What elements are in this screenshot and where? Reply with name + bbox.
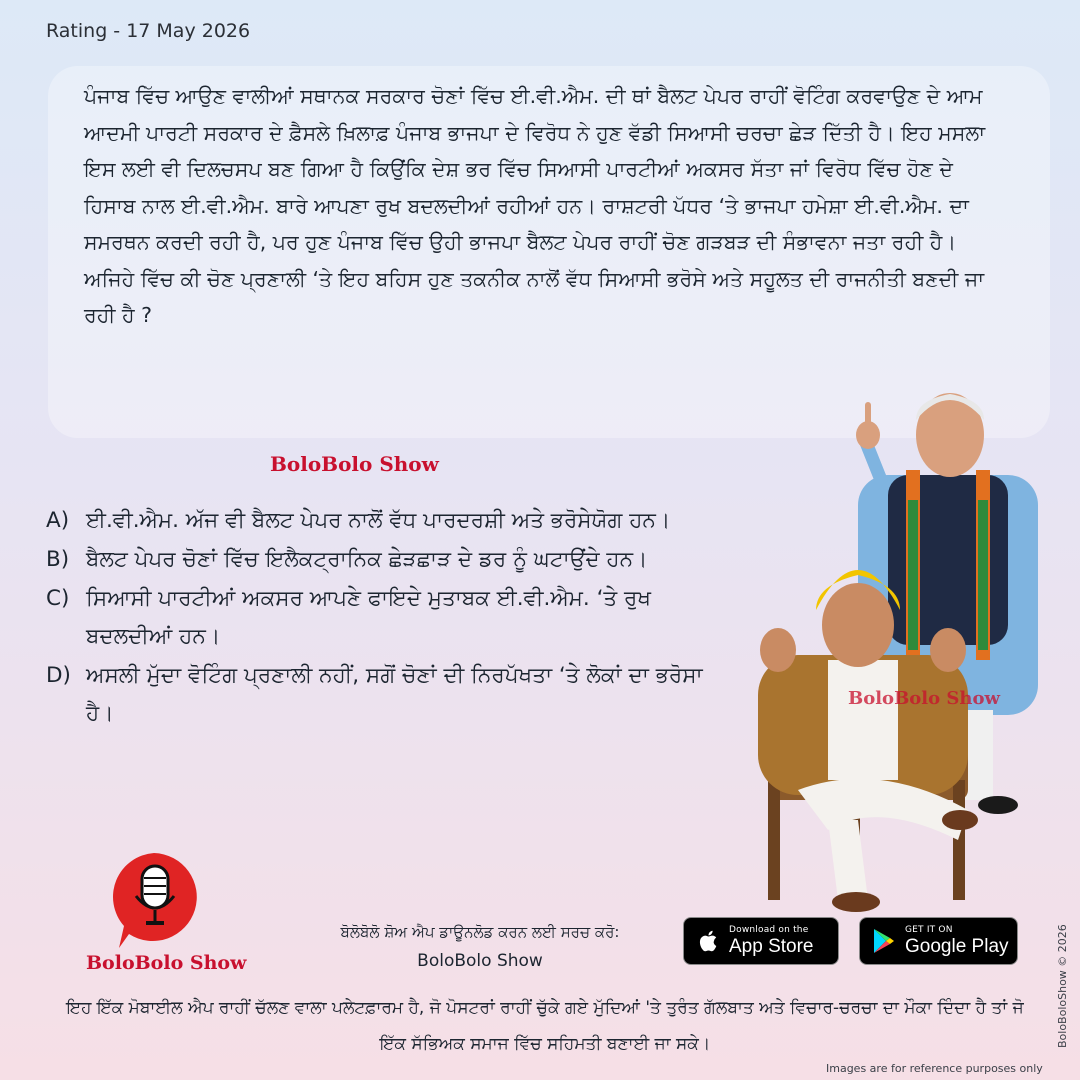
download-note bbox=[300, 918, 660, 976]
apple-icon bbox=[698, 928, 720, 954]
footer-description: ਇਹ ਇੱਕ ਮੋਬਾਈਲ ਐਪ ਰਾਹੀਂ ਚੱਲਣ ਵਾਲਾ ਪਲੇਟਫ਼ਾਰਮ ਹੈ, ਜੋ ਪੋਸਟਰਾਂ ਰਾਹੀਂ ਚੁੱਕੇ ਗਏ ਮੁੱਦਿਆਂ 'ਤੇ ਤੁਰੰਤ ਗੱਲਬਾਤ ਅਤੇ ਵਿਚਾਰ-ਚਰਚਾ ਦਾ ਮੌਕਾ ਦਿੰਦਾ ਹੈ ਤਾਂ ਜੋ ਇੱਕ ਸੱਭਿਅਕ ਸਮਾਜ ਵਿੱਚ ਸਹਿਮਤੀ ਬਣਾਈ ਜਾ ਸਕੇ। bbox=[66, 998, 1024, 1054]
option-text: ਸਿਆਸੀ ਪਾਰਟੀਆਂ ਅਕਸਰ ਆਪਣੇ ਫਾਇਦੇ ਮੁਤਾਬਕ ਈ.ਵੀ.ਐਮ. ‘ਤੇ ਰੁਖ ਬਦਲਦੀਆਂ ਹਨ। bbox=[86, 586, 651, 649]
option-key: C) bbox=[46, 586, 70, 611]
google-play-button[interactable] bbox=[859, 917, 1018, 965]
politicians-illustration bbox=[738, 380, 1058, 920]
app-store-big-text: App Store bbox=[729, 935, 814, 957]
option-key: A) bbox=[46, 508, 70, 533]
logo-text: BoloBolo Show bbox=[86, 952, 247, 974]
option-c[interactable] bbox=[46, 580, 736, 656]
option-a[interactable] bbox=[46, 502, 736, 540]
brand-watermark: BoloBolo Show bbox=[270, 452, 439, 476]
question-text: ਪੰਜਾਬ ਵਿੱਚ ਆਉਣ ਵਾਲੀਆਂ ਸਥਾਨਕ ਸਰਕਾਰ ਚੋਣਾਂ ਵਿੱਚ ਈ.ਵੀ.ਐਮ. ਦੀ ਥਾਂ ਬੈਲਟ ਪੇਪਰ ਰਾਹੀਂ ਵੋਟਿੰਗ ਕਰਵਾਉਣ ਦੇ ਆਮ ਆਦਮੀ ਪਾਰਟੀ ਸਰਕਾਰ ਦੇ ਫ਼ੈਸਲੇ ਖ਼ਿਲਾਫ਼ ਪੰਜਾਬ ਭਾਜਪਾ ਦੇ ਵਿਰੋਧ ਨੇ ਹੁਣ ਵੱਡੀ ਸਿਆਸੀ ਚਰਚਾ ਛੇੜ ਦਿੱਤੀ ਹੈ। ਇਹ ਮਸਲਾ ਇਸ ਲਈ ਵੀ ਦਿਲਚਸਪ ਬਣ ਗਿਆ ਹੈ ਕਿਉਂਕਿ ਦੇਸ਼ ਭਰ ਵਿੱਚ ਸਿਆਸੀ ਪਾਰਟੀਆਂ ਅਕਸਰ ਸੱਤਾ ਜਾਂ ਵਿਰੋਧ ਵਿੱਚ ਹੋਣ ਦੇ ਹਿਸਾਬ ਨਾਲ ਈ.ਵੀ.ਐਮ. ਬਾਰੇ ਆਪਣਾ ਰੁਖ ਬਦਲਦੀਆਂ ਰਹੀਆਂ ਹਨ। ਰਾਸ਼ਟਰੀ ਪੱਧਰ ‘ਤੇ ਭਾਜਪਾ ਹਮੇਸ਼ਾ ਈ.ਵੀ.ਐਮ. ਦਾ ਸਮਰਥਨ ਕਰਦੀ ਰਹੀ ਹੈ, ਪਰ ਹੁਣ ਪੰਜਾਬ ਵਿੱਚ ਉਹੀ ਭਾਜਪਾ ਬੈਲਟ ਪੇਪਰ ਰਾਹੀਂ ਚੋਣ ਗੜਬੜ ਦੀ ਸੰਭਾਵਨਾ ਜਤਾ ਰਹੀ ਹੈ। ਅਜਿਹੇ ਵਿੱਚ ਕੀ ਚੋਣ ਪ੍ਰਣਾਲੀ ‘ਤੇ ਇਹ ਬਹਿਸ ਹੁਣ ਤਕਨੀਕ ਨਾਲੋਂ ਵੱਧ ਸਿਆਸੀ ਭਰੋਸੇ ਅਤੇ ਸਹੂਲਤ ਦੀ ਰਾਜਨੀਤੀ ਬਣਦੀ ਜਾ ਰਹੀ ਹੈ ? bbox=[84, 84, 986, 327]
google-play-small-text: GET IT ON bbox=[905, 924, 953, 935]
rating-date: Rating - 17 May 2026 bbox=[46, 20, 251, 42]
app-store-small-text: Download on the bbox=[729, 924, 809, 935]
option-text: ਈ.ਵੀ.ਐਮ. ਅੱਜ ਵੀ ਬੈਲਟ ਪੇਪਰ ਨਾਲੋਂ ਵੱਧ ਪਾਰਦਰਸ਼ੀ ਅਤੇ ਭਰੋਸੇਯੋਗ ਹਨ। bbox=[86, 508, 671, 533]
google-play-big-text: Google Play bbox=[905, 935, 1009, 957]
option-d[interactable] bbox=[46, 657, 736, 733]
image-brand-watermark: BoloBolo Show bbox=[848, 688, 1000, 709]
option-text: ਬੈਲਟ ਪੇਪਰ ਚੋਣਾਂ ਵਿੱਚ ਇਲੈਕਟ੍ਰਾਨਿਕ ਛੇੜਛਾੜ ਦੇ ਡਰ ਨੂੰ ਘਟਾਉਂਦੇ ਹਨ। bbox=[86, 547, 648, 572]
option-key: D) bbox=[46, 663, 71, 688]
option-b[interactable] bbox=[46, 541, 736, 579]
options-list bbox=[46, 502, 736, 734]
copyright-credit: BoloBoloShow © 2026 bbox=[1056, 924, 1069, 1048]
option-key: B) bbox=[46, 547, 70, 572]
download-app-name: BoloBolo Show bbox=[417, 951, 543, 971]
download-prompt: ਬੋਲੋਬੋਲੋ ਸ਼ੋਅ ਐਪ ਡਾਊਨਲੋਡ ਕਰਨ ਲਈ ਸਰਚ ਕਰੋ: bbox=[340, 923, 620, 941]
app-store-button[interactable] bbox=[683, 917, 839, 965]
option-text: ਅਸਲੀ ਮੁੱਦਾ ਵੋਟਿੰਗ ਪ੍ਰਣਾਲੀ ਨਹੀਂ, ਸਗੋਂ ਚੋਣਾਂ ਦੀ ਨਿਰਪੱਖਤਾ ‘ਤੇ ਲੋਕਾਂ ਦਾ ਭਰੋਸਾ ਹੈ। bbox=[86, 663, 703, 726]
image-disclaimer: Images are for reference purposes only bbox=[826, 1062, 1043, 1075]
play-icon bbox=[872, 928, 896, 954]
